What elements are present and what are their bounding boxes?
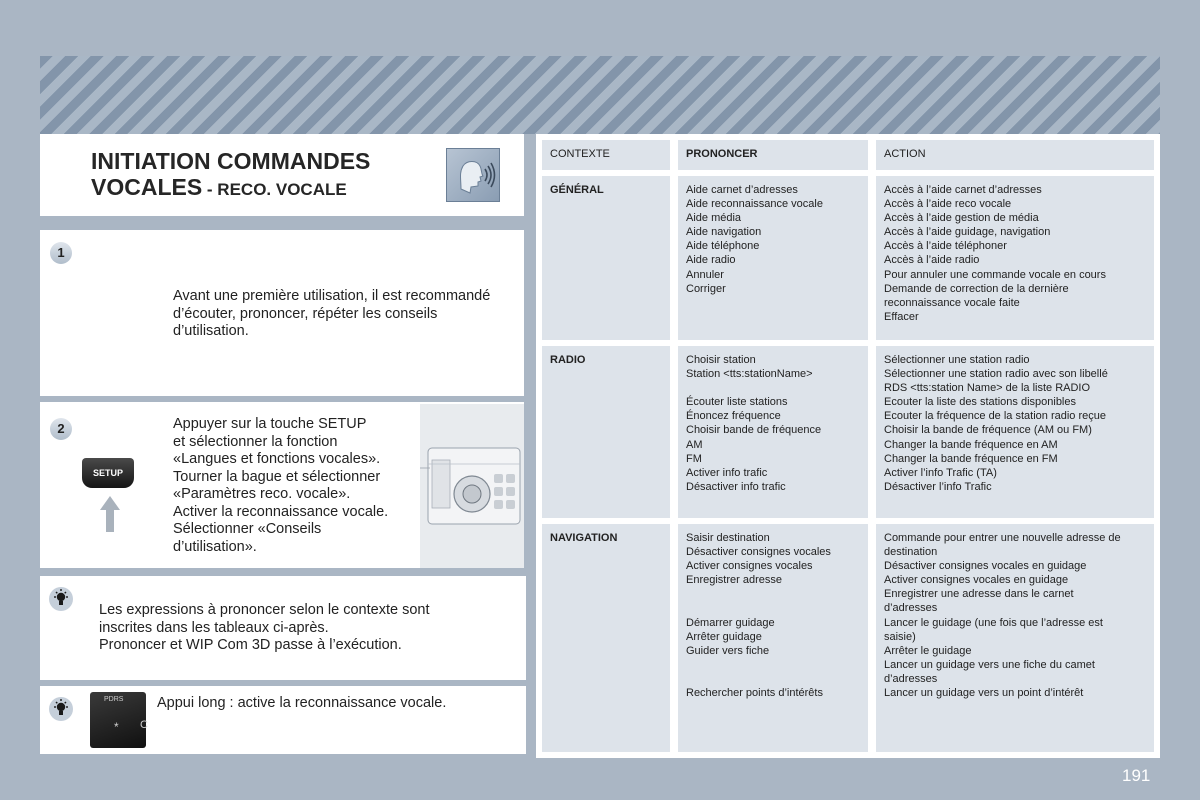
page-title-sub: - RECO. VOCALE — [202, 180, 347, 199]
tip-box-1 — [40, 576, 526, 680]
table-action-cell — [876, 346, 1154, 518]
table-cell-line: Corriger — [686, 282, 726, 295]
table-cell-line: Choisir la bande de fréquence (AM ou FM) — [884, 424, 1092, 437]
table-cell-line: Accès à l’aide reco vocale — [884, 198, 1012, 211]
table-cell-line: Aide média — [686, 212, 742, 225]
voice-recognition-icon — [446, 148, 500, 202]
wheel-label: * — [114, 720, 119, 734]
table-cell-line: saisie) — [884, 630, 916, 643]
page-number: 191 — [1122, 766, 1151, 785]
table-cell-line: Guider vers fiche — [686, 644, 770, 657]
table-cell-line: Annuler — [686, 268, 724, 281]
table-cell-line: Écouter liste stations — [686, 396, 788, 409]
table-cell-line: Lancer un guidage vers une fiche du camet — [884, 658, 1095, 671]
table-cell-line: Rechercher points d’intérêts — [686, 687, 823, 700]
table-cell-line: Désactiver l’info Trafic — [884, 480, 992, 493]
page-title-line1: INITIATION COMMANDES — [91, 148, 371, 174]
table-cell-line: Accès à l’aide gestion de média — [884, 212, 1039, 225]
table-header-action: ACTION — [876, 140, 1154, 170]
table-header-context: CONTEXTE — [542, 140, 670, 170]
table-cell-line: Énoncez fréquence — [686, 410, 781, 423]
tip-1-text: Les expressions à prononcer selon le contexte sont inscrites dans les tableaux ci-après. Prononcer et WIP Com 3D passe à l’exécution. — [99, 602, 430, 653]
table-cell-line: Aide reconnaissance vocale — [686, 198, 823, 211]
step-1-box — [40, 230, 524, 396]
table-cell-line: d’adresses — [884, 602, 938, 615]
tip-box-2 — [40, 686, 526, 754]
table-cell-line: Aide navigation — [686, 226, 762, 239]
table-cell-line — [686, 601, 860, 615]
radio-unit-illustration — [420, 404, 524, 568]
table-cell-line: RDS <tts:station Name> de la liste RADIO — [884, 382, 1091, 395]
step-number-badge: 2 — [50, 418, 72, 440]
table-cell-line: Pour annuler une commande vocale en cours — [884, 268, 1106, 281]
page-title-line2 — [91, 174, 347, 201]
table-cell-line: Lancer un guidage vers un point d’intérêt — [884, 687, 1084, 700]
table-context-cell: RADIO — [542, 346, 670, 518]
wheel-label: C — [140, 719, 148, 731]
table-pronounce-cell — [678, 524, 868, 752]
step-number-badge: 1 — [50, 242, 72, 264]
table-pronounce-cell — [678, 176, 868, 340]
table-cell-line: destination — [884, 546, 938, 559]
table-cell-line: Arrêter le guidage — [884, 644, 972, 657]
table-cell-line: Choisir station — [686, 354, 756, 366]
table-cell-line: Effacer — [884, 310, 919, 323]
table-cell-line: Accès à l’aide radio — [884, 254, 980, 267]
table-cell-line: Désactiver info trafic — [686, 480, 786, 493]
table-cell-line: Ecouter la fréquence de la station radio reçue — [884, 410, 1106, 423]
table-cell-line: Saisir destination — [686, 532, 770, 544]
table-header-pronounce: PRONONCER — [678, 140, 868, 170]
commands-table — [536, 134, 1160, 758]
table-cell-line: FM — [686, 452, 702, 465]
table-action-cell — [876, 524, 1154, 752]
table-cell-line: Désactiver consignes vocales en guidage — [884, 560, 1087, 573]
table-cell-line: Lancer le guidage (une fois que l’adresse est — [884, 616, 1103, 629]
table-cell-line: Activer consignes vocales en guidage — [884, 574, 1069, 587]
title-box — [40, 134, 524, 216]
table-cell-line — [686, 587, 860, 601]
table-context-cell: GÉNÉRAL — [542, 176, 670, 340]
table-cell-line: Commande pour entrer une nouvelle adresse de — [884, 532, 1121, 544]
table-cell-line: Accès à l’aide téléphoner — [884, 240, 1007, 253]
table-cell-line: Changer la bande fréquence en AM — [884, 438, 1058, 451]
table-cell-line: Désactiver consignes vocales — [686, 546, 831, 559]
table-cell-line: Sélectionner une station radio avec son libellé — [884, 368, 1108, 381]
table-cell-line: Accès à l’aide guidage, navigation — [884, 226, 1051, 239]
table-cell-line: Démarrer guidage — [686, 616, 775, 629]
table-cell-line: Changer la bande fréquence en FM — [884, 452, 1058, 465]
tip-2-text: Appui long : active la reconnaissance vocale. — [157, 695, 447, 711]
table-cell-line: Ecouter la liste des stations disponibles — [884, 396, 1076, 409]
table-pronounce-cell — [678, 346, 868, 518]
lightbulb-icon — [48, 586, 74, 612]
wheel-label: PDRS — [104, 696, 124, 703]
table-cell-line: Accès à l’aide carnet d’adresses — [884, 184, 1042, 196]
table-cell-line: Station <tts:stationName> — [686, 368, 813, 381]
step-2-box — [40, 402, 524, 568]
table-cell-line: reconnaissance vocale faite — [884, 296, 1020, 309]
lightbulb-icon — [48, 696, 74, 722]
table-cell-line: d’adresses — [884, 672, 938, 685]
table-cell-line: Choisir bande de fréquence — [686, 424, 822, 437]
table-cell-line: Aide téléphone — [686, 240, 760, 253]
table-cell-line: Enregistrer une adresse dans le carnet — [884, 588, 1074, 601]
table-action-cell — [876, 176, 1154, 340]
table-cell-line — [686, 658, 860, 672]
table-cell-line: Activer consignes vocales — [686, 560, 813, 573]
steering-wheel-control-image — [90, 692, 146, 748]
chevron-banner — [40, 56, 1160, 134]
up-arrow-icon — [100, 496, 120, 532]
table-cell-line — [686, 672, 860, 686]
page-title-main: VOCALES — [91, 174, 203, 200]
step-2-text: Appuyer sur la touche SETUP et sélectionner la fonction «Langues et fonctions vocales». Tourner la bague et sélectionner «Paramètres reco. vocale». Activer la reconnaissance vocale. Sélectionner «Conseils d’utilisation». — [173, 416, 389, 555]
step-1-text: Avant une première utilisation, il est recommandé d’écouter, prononcer, répéter les conseils d’utilisation. — [173, 288, 491, 339]
table-cell-line: Activer info trafic — [686, 466, 768, 479]
table-cell-line — [686, 381, 860, 395]
table-cell-line: Activer l’info Trafic (TA) — [884, 466, 997, 479]
setup-button-image: SETUP — [82, 458, 134, 488]
table-cell-line: Arrêter guidage — [686, 630, 762, 643]
table-cell-line: AM — [686, 438, 703, 451]
table-cell-line: Aide carnet d’adresses — [686, 184, 798, 196]
table-cell-line: Sélectionner une station radio — [884, 354, 1030, 366]
table-cell-line: Demande de correction de la dernière — [884, 282, 1069, 295]
table-cell-line: Enregistrer adresse — [686, 574, 782, 587]
table-cell-line: Aide radio — [686, 254, 736, 267]
table-context-cell: NAVIGATION — [542, 524, 670, 752]
